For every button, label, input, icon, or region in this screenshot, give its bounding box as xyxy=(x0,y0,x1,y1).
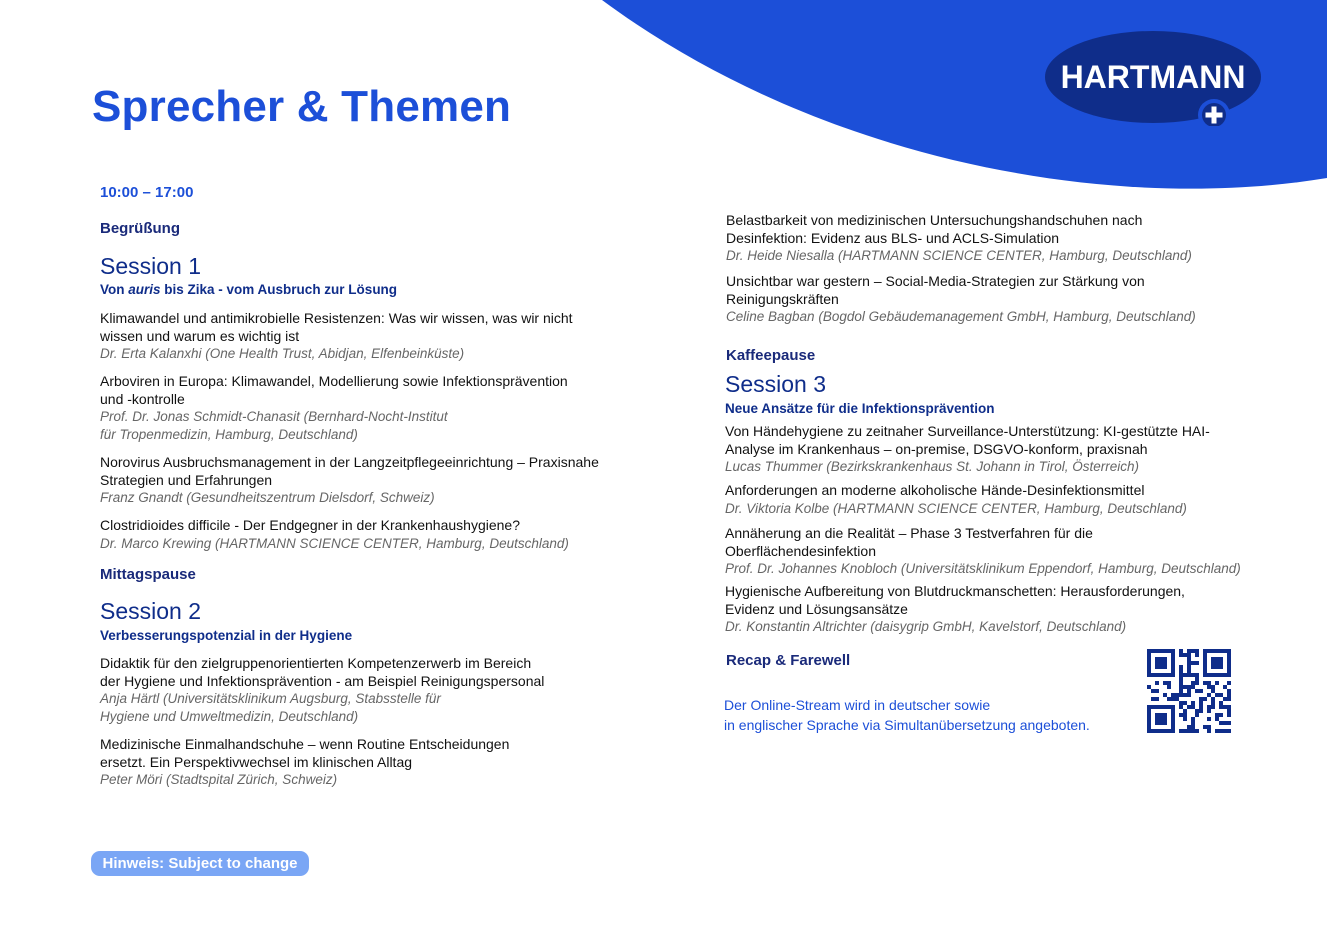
lunch-label: Mittagspause xyxy=(100,566,196,583)
session-1-subtitle: Von auris bis Zika - vom Ausbruch zur Lösung xyxy=(100,282,398,297)
session-1-title: Session 1 xyxy=(100,253,202,279)
talk-item xyxy=(726,273,1196,326)
talk-title: Norovirus Ausbruchsmanagement in der Langzeitpflegeeinrichtung – Praxisnahe Strategien und Erfahrungen xyxy=(100,454,599,488)
talk-speaker: Peter Möri (Stadtspital Zürich, Schweiz) xyxy=(100,772,338,787)
session-3-subtitle: Neue Ansätze für die Infektionsprävention xyxy=(725,401,995,416)
qr-code xyxy=(1147,649,1231,733)
session-3-title: Session 3 xyxy=(725,371,827,397)
talk-speaker: Dr. Erta Kalanxhi (One Health Trust, Abidjan, Elfenbeinküste) xyxy=(100,346,465,361)
talk-title: Medizinische Einmalhandschuhe – wenn Routine Entscheidungen ersetzt. Ein Perspektivwechsel im klinischen Alltag xyxy=(100,736,510,770)
talk-title: Clostridioides difficile - Der Endgegner in der Krankenhaushygiene? xyxy=(100,517,520,533)
talk-item xyxy=(100,517,569,553)
talk-title: Unsichtbar war gestern – Social-Media-Strategien zur Stärkung von Reinigungskräften xyxy=(726,273,1145,307)
talk-item xyxy=(100,655,544,726)
recap-label: Recap & Farewell xyxy=(726,652,851,669)
talk-speaker: Dr. Marco Krewing (HARTMANN SCIENCE CENTER, Hamburg, Deutschland) xyxy=(100,535,569,551)
talk-speaker: Celine Bagban (Bogdol Gebäudemanagement GmbH, Hamburg, Deutschland) xyxy=(726,309,1196,324)
talk-speaker: Prof. Dr. Johannes Knobloch (Universitätsklinikum Eppendorf, Hamburg, Deutschland) xyxy=(725,561,1241,576)
talk-title: Klimawandel und antimikrobielle Resistenzen: Was wir wissen, was wir nicht wissen und warum es wichtig ist xyxy=(100,310,573,344)
talk-title: Annäherung an die Realität – Phase 3 Testverfahren für die Oberflächendesinfektion xyxy=(725,525,1093,559)
logo-text: HARTMANN xyxy=(1060,59,1246,95)
talk-speaker: Franz Gnandt (Gesundheitszentrum Dielsdorf, Schweiz) xyxy=(100,490,435,505)
talk-item xyxy=(725,482,1187,518)
talk-speaker: Dr. Viktoria Kolbe (HARTMANN SCIENCE CENTER, Hamburg, Deutschland) xyxy=(725,500,1187,516)
talk-title: Arboviren in Europa: Klimawandel, Modellierung sowie Infektionsprävention und -kontrolle xyxy=(100,373,568,407)
talk-item xyxy=(100,454,599,507)
session-2-subtitle: Verbesserungspotenzial in der Hygiene xyxy=(100,628,353,643)
talk-speaker: Prof. Dr. Jonas Schmidt-Chanasit (Bernhard-Nocht-Institut für Tropenmedizin, Hamburg, Deutschland) xyxy=(100,409,448,442)
talk-speaker: Dr. Konstantin Altrichter (daisygrip GmbH, Kavelstorf, Deutschland) xyxy=(725,619,1127,634)
talk-item xyxy=(725,525,1241,578)
talk-speaker: Dr. Heide Niesalla (HARTMANN SCIENCE CENTER, Hamburg, Deutschland) xyxy=(726,248,1192,263)
talk-item xyxy=(726,212,1192,265)
talk-item xyxy=(725,423,1210,476)
talk-speaker: Anja Härtl (Universitätsklinikum Augsburg, Stabsstelle für Hygiene und Umweltmedizin, Deutschland) xyxy=(100,691,441,724)
talk-title: Von Händehygiene zu zeitnaher Surveillance-Unterstützung: KI-gestützte HAI- Analyse im Krankenhaus – on-premise, DSGVO-konform, praxisnah xyxy=(725,423,1210,457)
talk-title: Hygienische Aufbereitung von Blutdruckmanschetten: Herausforderungen, Evidenz und Lösungsansätze xyxy=(725,583,1185,617)
session-2-title: Session 2 xyxy=(100,598,202,624)
talk-title: Anforderungen an moderne alkoholische Hände-Desinfektionsmittel xyxy=(725,482,1145,498)
subject-to-change-badge: Hinweis: Subject to change xyxy=(91,851,309,876)
talk-item xyxy=(100,373,568,444)
stream-info: Der Online-Stream wird in deutscher sowie in englischer Sprache via Simultanübersetzung angeboten. xyxy=(724,697,1090,733)
coffee-label: Kaffeepause xyxy=(726,347,816,364)
talk-item xyxy=(100,310,573,363)
event-time: 10:00 – 17:00 xyxy=(100,184,194,201)
page-title: Sprecher & Themen xyxy=(92,82,512,131)
welcome-label: Begrüßung xyxy=(100,220,180,237)
hartmann-logo xyxy=(1044,30,1262,126)
talk-title: Didaktik für den zielgruppenorientierten Kompetenzerwerb im Bereich der Hygiene und Infektionsprävention - am Beispiel Reinigungspersonal xyxy=(100,655,545,689)
talk-speaker: Lucas Thummer (Bezirkskrankenhaus St. Johann in Tirol, Österreich) xyxy=(725,459,1140,474)
talk-item xyxy=(725,583,1185,636)
talk-title: Belastbarkeit von medizinischen Untersuchungshandschuhen nach Desinfektion: Evidenz aus BLS- und ACLS-Simulation xyxy=(726,212,1143,246)
talk-item xyxy=(100,736,509,789)
